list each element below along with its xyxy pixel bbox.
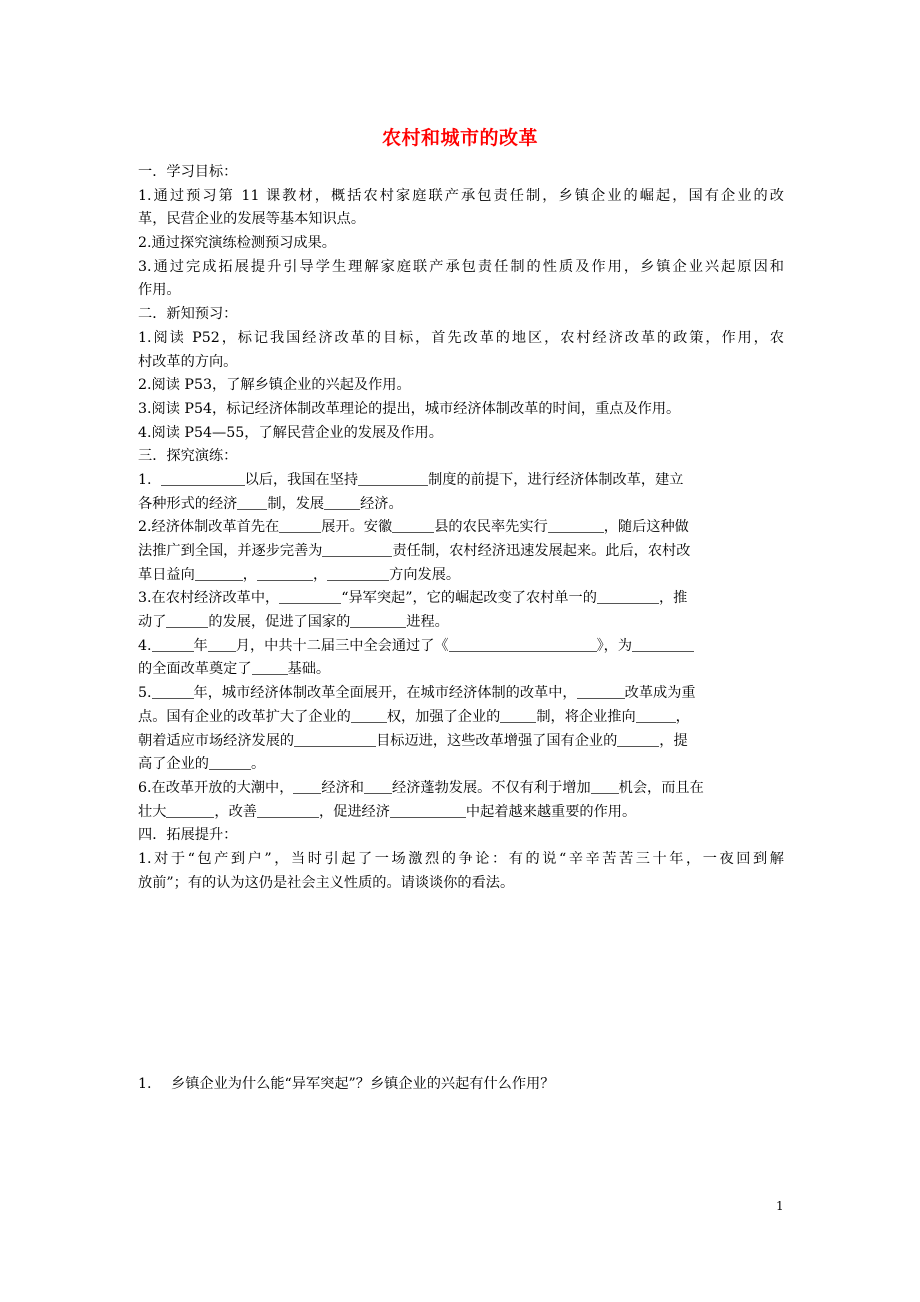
fill-blank[interactable] (195, 564, 243, 581)
fill-blank[interactable] (166, 801, 214, 818)
question-4-line-2 (138, 658, 784, 682)
text: 权，加强了企业的 (386, 708, 501, 725)
text: 经济。 (360, 495, 403, 512)
text: 年，城市经济体制改革全面展开，在城市经济体制的改革中， (193, 685, 577, 702)
text: 的全面改革奠定了 (138, 661, 252, 678)
text: 2.经济体制改革首先在 (138, 519, 280, 536)
text: 法推广到全国，并逐步完善为 (138, 543, 323, 559)
fill-blank[interactable] (237, 493, 267, 510)
fill-blank[interactable] (577, 682, 625, 699)
paragraph-line: 村改革的方向。 (138, 353, 238, 370)
fill-blank[interactable] (500, 706, 536, 723)
fill-blank[interactable] (392, 516, 434, 533)
question-3-line-1 (138, 587, 784, 611)
text: 方向发展。 (389, 566, 461, 583)
text: 进程。 (406, 614, 449, 631)
question-5-line-4 (138, 753, 784, 777)
text: ，推 (658, 590, 688, 607)
fill-blank[interactable] (548, 516, 604, 533)
paragraph-line: 1.阅读 P52，标记我国经济改革的目标，首先改革的地区，农村经济改革的政策，作用，农 (138, 329, 784, 346)
extension-question-2 (138, 1073, 554, 1097)
text: 5. (138, 685, 152, 702)
fill-blank[interactable] (252, 658, 288, 675)
section-heading-extension: 四．拓展提升： (138, 827, 238, 844)
document-title: 农村和城市的改革 (381, 127, 538, 149)
text: ，改善 (214, 803, 257, 820)
text: 制，发展 (267, 495, 325, 512)
fill-blank[interactable] (591, 777, 619, 794)
section-heading-exercises: 三．探究演练： (138, 448, 238, 465)
text: 1. (138, 471, 152, 488)
text: 目标迈进，这些改革增强了国有企业的 (376, 732, 618, 749)
fill-blank[interactable] (294, 730, 376, 747)
question-1-line-2 (138, 493, 784, 517)
paragraph-line: 作用。 (138, 282, 181, 299)
document-body (138, 161, 784, 895)
fill-blank[interactable] (390, 801, 466, 818)
text: 责任制，农村经济迅速发展起来。此后，农村改 (392, 543, 691, 559)
question-6-line-1 (138, 777, 784, 801)
fill-blank[interactable] (324, 493, 360, 510)
fill-blank[interactable] (166, 611, 208, 628)
text: 机会，而且在 (618, 779, 704, 796)
fill-blank[interactable] (257, 564, 313, 581)
fill-blank[interactable] (161, 469, 245, 486)
fill-blank[interactable] (279, 587, 341, 604)
fill-blank[interactable] (636, 706, 676, 723)
text: 展开。安徽 (321, 519, 393, 536)
text: 月，中共十二届三中全会通过了《 (235, 637, 449, 654)
fill-blank[interactable] (257, 801, 319, 818)
text: ，提 (659, 732, 688, 749)
fill-blank[interactable] (322, 540, 392, 557)
question-5-line-3 (138, 730, 784, 754)
fill-blank[interactable] (209, 753, 251, 770)
paragraph-line: 4.阅读 P54—55，了解民营企业的发展及作用。 (138, 424, 443, 441)
text: 。 (250, 756, 266, 773)
fill-blank[interactable] (632, 635, 694, 652)
fill-blank[interactable] (597, 587, 659, 604)
text: 基础。 (287, 661, 331, 678)
question-2-line-3 (138, 564, 784, 588)
fill-blank[interactable] (351, 706, 387, 723)
text: 4. (138, 637, 152, 654)
text: 各种形式的经济 (138, 495, 238, 512)
text: 动了 (138, 614, 167, 631)
section-heading-objectives: 一．学习目标： (138, 164, 238, 180)
paragraph-line: 放前”；有的认为这仍是社会主义性质的。请谈谈你的看法。 (138, 874, 515, 891)
text: 中起着越来越重要的作用。 (465, 803, 637, 820)
page-number: 1 (776, 1199, 784, 1213)
fill-blank[interactable] (152, 682, 194, 699)
fill-blank[interactable] (364, 777, 392, 794)
paragraph-line: 3.通过完成拓展提升引导学生理解家庭联产承包责任制的性质及作用，乡镇企业兴起原因和 (138, 258, 784, 275)
question-4-line-1 (138, 635, 784, 659)
fill-blank[interactable] (327, 564, 389, 581)
fill-blank[interactable] (152, 635, 194, 652)
question-2-line-2 (138, 540, 784, 564)
fill-blank[interactable] (350, 611, 406, 628)
fill-blank[interactable] (293, 777, 321, 794)
fill-blank[interactable] (617, 730, 659, 747)
question-6-line-2 (138, 801, 784, 825)
text: 的发展，促进了国家的 (208, 614, 351, 631)
text: 点。国有企业的改革扩大了企业的 (138, 708, 351, 725)
paragraph-line: 革，民营企业的发展等基本知识点。 (138, 211, 366, 228)
text: ， (675, 708, 690, 725)
section-heading-preview: 二．新知预习： (138, 306, 238, 323)
question-number: 1. (138, 1076, 152, 1092)
paragraph-line: 3.阅读 P54，标记经济体制改革理论的提出，城市经济体制改革的时间，重点及作用。 (138, 400, 681, 417)
text: 制度的前提下，进行经济体制改革，建立 (428, 471, 684, 488)
text: 》，为 (596, 637, 633, 654)
text: 经济蓬勃发展。不仅有利于增加 (392, 779, 591, 796)
text: 县的农民率先实行 (434, 519, 548, 536)
fill-blank[interactable] (208, 635, 236, 652)
text: 制，将企业推向 (536, 708, 636, 725)
question-text: 乡镇企业为什么能“异军突起”？乡镇企业的兴起有什么作用？ (171, 1076, 555, 1092)
text: “异军突起”，它的崛起改变了农村单一的 (341, 590, 597, 607)
fill-blank[interactable] (358, 469, 428, 486)
fill-blank[interactable] (449, 635, 597, 652)
question-5-line-1 (138, 682, 784, 706)
paragraph-line: 1.通过预习第 11 课教材，概括农村家庭联产承包责任制，乡镇企业的崛起，国有企业的改 (138, 187, 784, 204)
text: 以后，我国在坚持 (244, 471, 359, 488)
text: ， (312, 566, 328, 583)
text: 朝着适应市场经济发展的 (138, 732, 295, 749)
question-5-line-2 (138, 706, 784, 730)
paragraph-line: 2.阅读 P53，了解乡镇企业的兴起及作用。 (138, 377, 411, 394)
text: 壮大 (138, 803, 167, 820)
text: 年 (193, 637, 208, 654)
text: 经济和 (321, 779, 364, 796)
text: 6.在改革开放的大潮中， (138, 779, 294, 796)
fill-blank[interactable] (279, 516, 321, 533)
question-3-line-2 (138, 611, 784, 635)
text: 3.在农村经济改革中， (138, 590, 280, 607)
text: ， (242, 566, 257, 583)
text: 高了企业的 (138, 756, 209, 773)
question-2-line-1 (138, 516, 784, 540)
text: 革日益向 (138, 566, 195, 583)
paragraph-line: 1.对于“包产到户”，当时引起了一场激烈的争论：有的说“辛辛苦苦三十年，一夜回到解 (138, 850, 784, 867)
text: 改革成为重 (624, 685, 696, 702)
question-1-line-1 (138, 469, 784, 493)
text: ，促进经济 (318, 803, 390, 820)
paragraph-line: 2.通过探究演练检测预习成果。 (138, 235, 336, 252)
text: ，随后这种做 (603, 519, 689, 536)
